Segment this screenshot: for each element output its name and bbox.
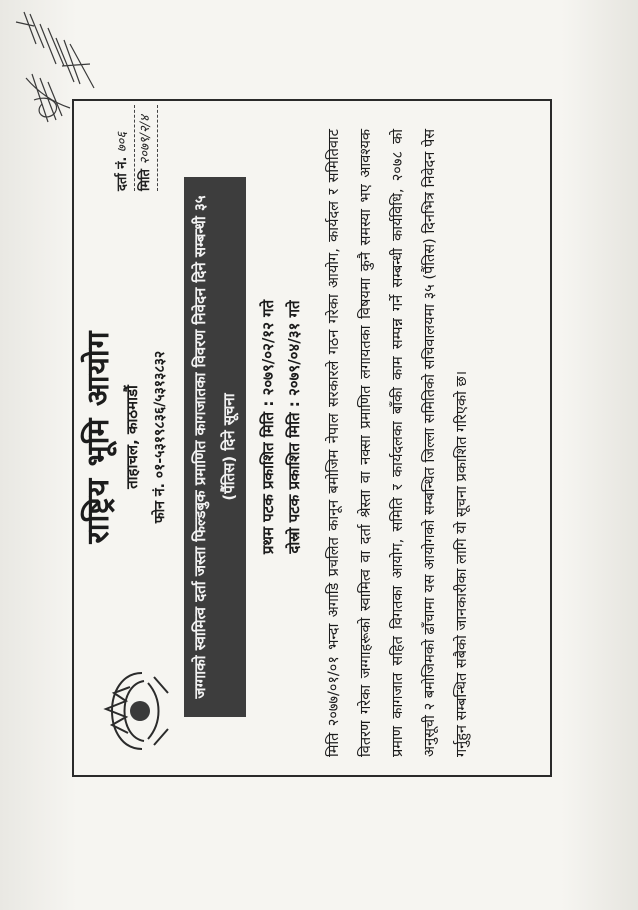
second-publication-date: दोस्रो पटक प्रकाशित मिति : २०७९/०४/३१ गते — [285, 300, 303, 554]
notice-body: मिति २०७७/०१/०१ भन्दा अगाडि प्रचलित कानून बमोजिम नेपाल सरकारले गठन गरेका आयोग, कार्यदल र समितिवाट वितरण गरेका जग्गाहरूको स्वामित्व वा दर्ता श्रेस्ता वा नक्सा प्रमाणित लगायतका विषयमा कुनै समस्या भए आवश्यक प्रमाण कागजात सहित विगतका आयोग, समिति र कार्यदलका बाँकी काम सम्पन्न गर्ने सम्बन्धी कार्यविधि, २०७८ को अनुसूची २ बमोजिमको ढाँचामा यस आयोगको सम्बन्धित जिल्ला समितिको सचिवालयमा ३५ (पैंतिस) दिनभित्र निवेदन पेस गर्नुहुन सम्बन्धित सबैको जानकारीका लागि यो सूचना प्रकाशित गरिएको छ। — [326, 129, 470, 757]
organization-address: ताहाचल, काठमाडौं — [123, 385, 141, 489]
date-row — [135, 105, 158, 191]
registration-stamp — [112, 105, 158, 191]
first-publication-date: प्रथम पटक प्रकाशित मिति : २०७९/०२/१२ गते — [259, 299, 277, 555]
date-value: २०७९/२/४ — [138, 115, 153, 165]
notice-title: जग्गाको स्वामित्व दर्ता जस्ता फिल्डबुक प्रमाणित कागजातका विवरण निवेदन दिने सम्बन्धी ३५ (पैंतिस) दिने सूचना — [184, 177, 246, 717]
organization-phone: फोन नं. ०१-५३१९८३६/५३१३८३२ — [152, 350, 168, 524]
darta-number: ७०६ — [115, 131, 130, 153]
organization-name: राष्ट्रिय भूमि आयोग — [81, 330, 116, 544]
darta-label: दर्ता नं. — [115, 156, 130, 191]
darta-row — [112, 105, 135, 191]
date-label: मिति — [138, 169, 153, 191]
notice-document — [62, 87, 582, 787]
